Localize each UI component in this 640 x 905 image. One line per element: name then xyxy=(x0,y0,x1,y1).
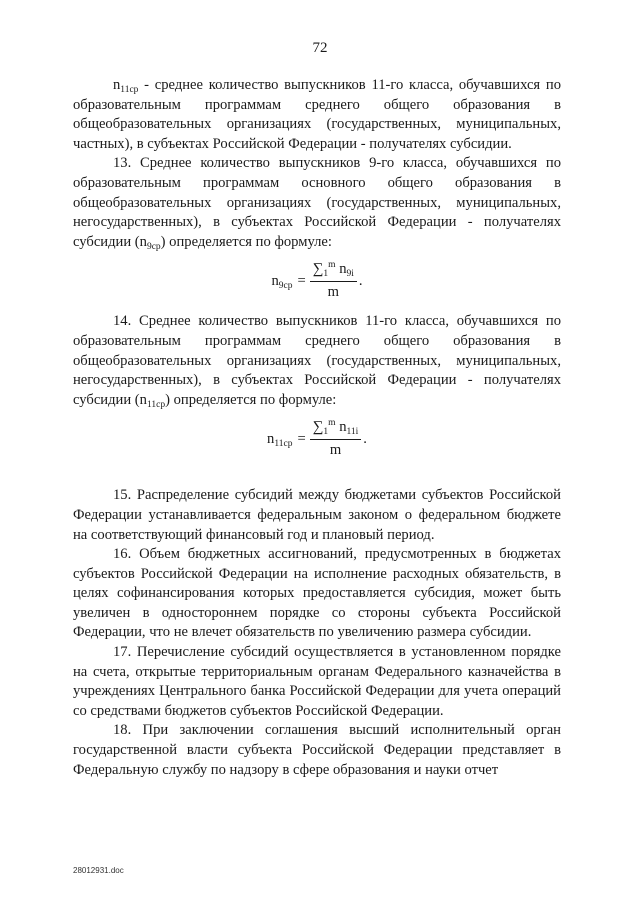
formula-n11-equals: = xyxy=(297,430,306,447)
formula-n9-lhs xyxy=(271,272,292,292)
sum-upper-limit: m xyxy=(328,260,336,271)
formula-n9-period: . xyxy=(358,272,363,289)
formula-n9-lhs-var: n xyxy=(271,272,279,289)
paragraph-14-subscript: 11ср xyxy=(146,399,166,410)
sigma-symbol: ∑ xyxy=(312,419,324,436)
sum-lower-limit: 1 xyxy=(323,427,329,438)
formula-n9-fraction xyxy=(310,260,357,302)
definition-text: - среднее количество выпускников 11-го класса, обучавшихся по образовательным программам среднего общего образования в общеобразовательных организациях (государственных, муниципальных, частных), в субъектах Российской Федерации - получателях субсидии. xyxy=(73,77,561,152)
formula-n9-denominator: m xyxy=(327,283,339,300)
sum-term: n xyxy=(339,261,347,278)
sum-term: n xyxy=(339,419,347,436)
paragraph-16: 16. Объем бюджетных ассигнований, предусмотренных в бюджетах субъектов Российской Федерации на исполнение расходных обязательств, в целях софинансирования которых предоставляется субсидия, может быть увеличен в одностороннем порядке со стороны субъекта Российской Федерации, что не влечет обязательств по увеличению размера субсидии. xyxy=(73,546,561,641)
sum-term-sub: 9i xyxy=(346,269,354,280)
paragraph-14-tail: ) определяется по формуле: xyxy=(165,391,337,408)
formula-n11-numerator xyxy=(310,418,362,440)
paragraph-n11-definition xyxy=(73,76,561,154)
spacer xyxy=(73,470,561,486)
paragraph-15: 15. Распределение субсидий между бюджетами субъектов Российской Федерации устанавливается федеральным законом о федеральном бюджете на соответствующий финансовый год и плановый период. xyxy=(73,487,561,543)
paragraph-13 xyxy=(73,154,561,252)
formula-n9-equals: = xyxy=(297,272,306,289)
variable-subscript: 11ср xyxy=(120,85,139,95)
document-body xyxy=(73,76,561,780)
sum-lower-limit: 1 xyxy=(323,269,329,280)
paragraph-13-subscript: 9ср xyxy=(146,241,161,252)
formula-n9-numerator xyxy=(310,260,357,282)
formula-n11-period: . xyxy=(363,430,367,447)
paragraph-14 xyxy=(73,312,561,410)
formula-n11-lhs-sub: 11ср xyxy=(274,438,293,449)
sum-upper-limit: m xyxy=(328,418,336,429)
formula-n11-lhs-var: n xyxy=(267,430,275,447)
formula-n11-denominator: m xyxy=(329,441,342,458)
formula-n9 xyxy=(73,258,561,304)
sigma-symbol: ∑ xyxy=(312,261,324,278)
paragraph-13-tail: ) определяется по формуле: xyxy=(160,233,332,250)
paragraph-17: 17. Перечисление субсидий осуществляется в установленном порядке на счета, открытые территориальным органам Федерального казначейства в учреждениях Центрального банка Российской Федерации для учета операций со средствами бюджетов субъектов Российской Федерации. xyxy=(73,644,561,719)
formula-n11-fraction xyxy=(310,418,362,460)
sum-term-sub: 11i xyxy=(346,427,359,438)
formula-n9-lhs-sub: 9ср xyxy=(278,280,293,291)
paragraph-14-text: 14. Среднее количество выпускников 11-го класса, обучавшихся по образовательным программам среднего общего образования в общеобразовательных организациях (государственных, муниципальных, негосударственных), в субъектах Российской Федерации - получателях субсидии (n xyxy=(73,313,561,408)
paragraph-13-text: 13. Среднее количество выпускников 9-го класса, обучавшихся по образовательным программам основного общего образования в общеобразовательных организациях (государственных, муниципальных, негосударственных), в субъектах Российской Федерации - получателях субсидии (n xyxy=(73,155,561,250)
paragraph-18: 18. При заключении соглашения высший исполнительный орган государственной власти субъекта Российской Федерации представляет в Федеральную службу по надзору в сфере образования и науки отчет xyxy=(73,722,561,778)
page-number: 72 xyxy=(312,40,328,56)
variable-n: n xyxy=(113,77,121,93)
formula-n11 xyxy=(73,416,561,462)
footer-filename: 28012931.doc xyxy=(73,866,124,875)
formula-n11-lhs xyxy=(267,430,292,450)
